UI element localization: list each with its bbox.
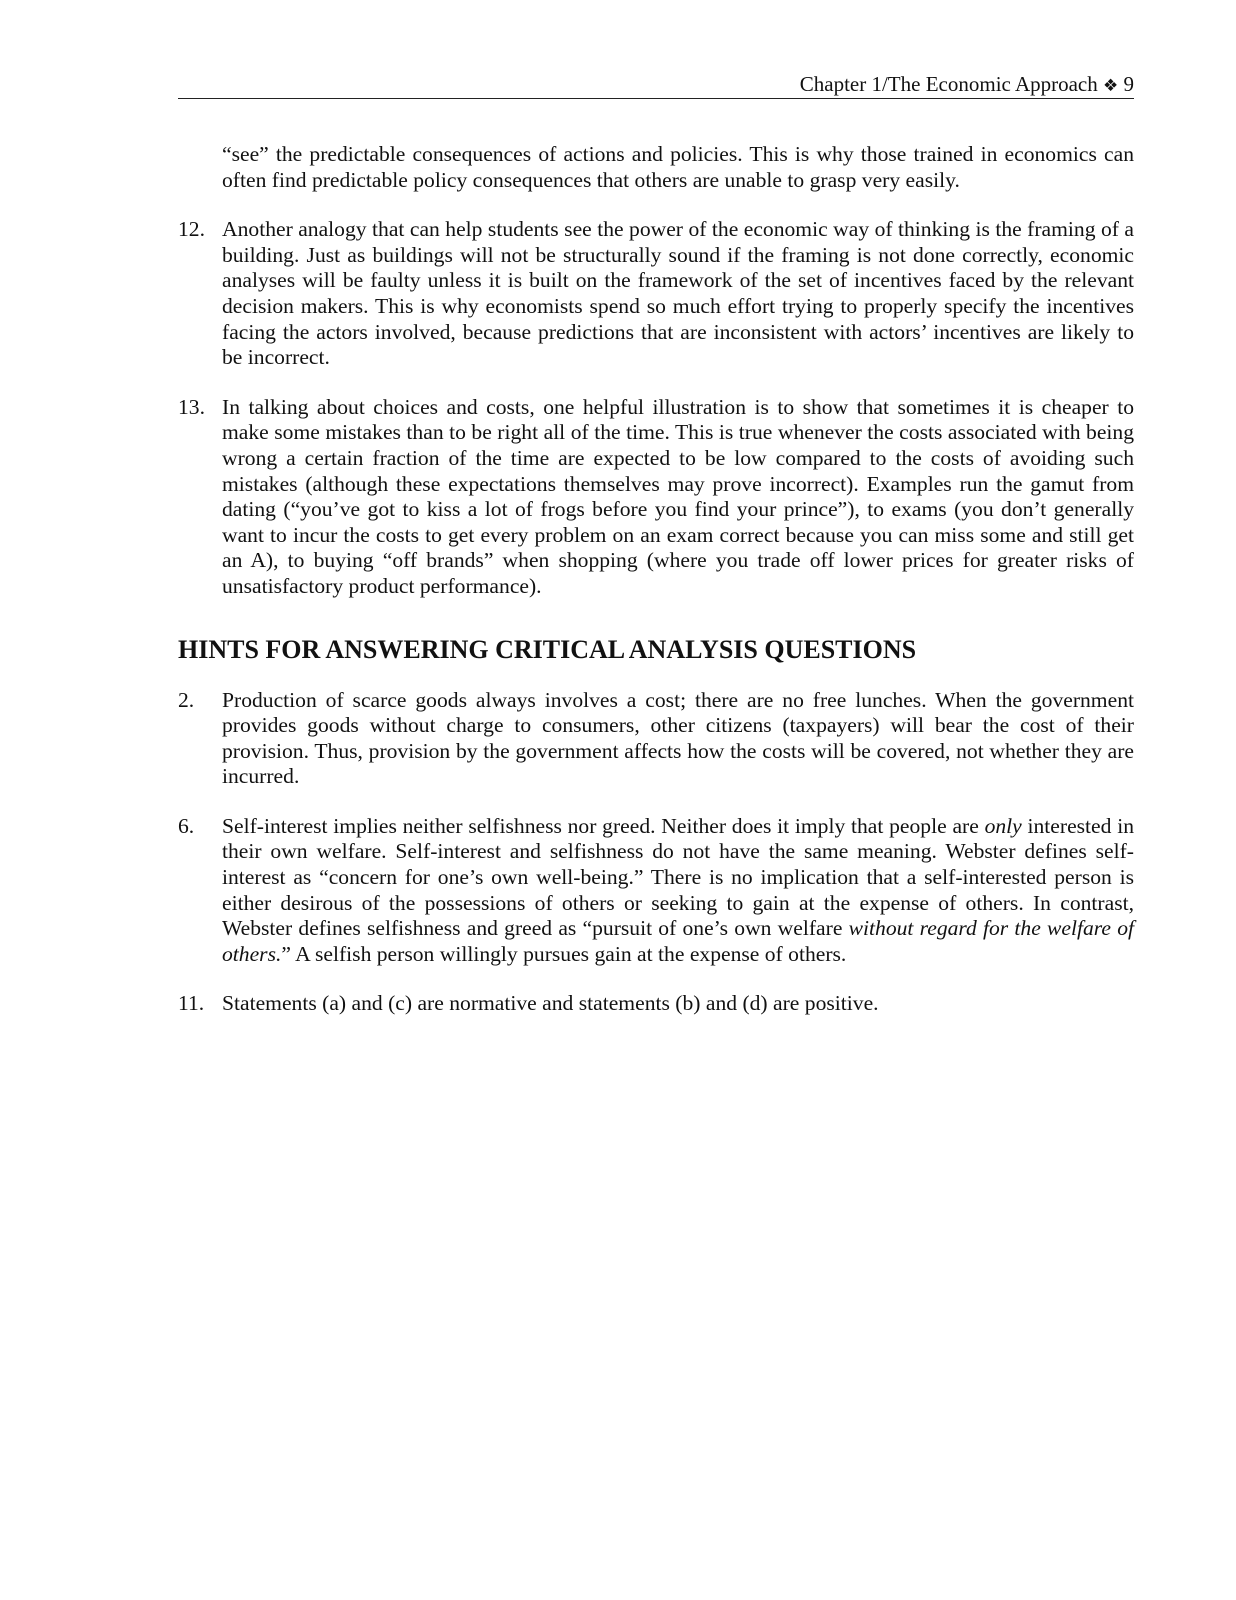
italic-run: only [984, 813, 1022, 838]
item-number: 2. [178, 687, 195, 712]
text-run: ” A selfish person willingly pursues gain at the expense of others. [281, 941, 847, 966]
hint-item-2 [178, 688, 1134, 790]
item-number: 6. [178, 813, 195, 838]
item-text: Production of scarce goods always involves a cost; there are no free lunches. When the government provides goods without charge to consumers, other citizens (taxpayers) will bear the cost of their provision. Thus, provision by the government affects how the costs will be covered, not whether they are incurred. [222, 687, 1134, 789]
item-text: Another analogy that can help students see the power of the economic way of thinking is the framing of a building. Just as buildings will not be structurally sound if the framing is not done correctly, economic analyses will be faulty unless it is built on the framework of the set of incentives faced by the relevant decision makers. This is why economists spend so much effort trying to properly specify the incentives facing the actors involved, because predictions that are inconsistent with actors’ incentives are likely to be incorrect. [222, 217, 1134, 370]
hint-item-11 [178, 991, 1134, 1017]
item-number: 13. [178, 394, 205, 419]
page-number: 9 [1123, 72, 1134, 96]
italic-run: without regard for the welfare of others. [222, 916, 1134, 966]
item-text [222, 814, 1134, 968]
section-heading: HINTS FOR ANSWERING CRITICAL ANALYSIS QUESTIONS [178, 634, 917, 664]
item-number: 12. [178, 217, 205, 242]
running-header [178, 70, 1134, 99]
diamond-ornament-icon: ❖ [1103, 76, 1119, 96]
list-item-13 [178, 395, 1134, 600]
running-head-title: Chapter 1/The Economic Approach [799, 72, 1098, 96]
list-item-12 [178, 217, 1134, 371]
page-body [178, 142, 1134, 1041]
hint-item-6 [178, 814, 1134, 968]
text-run: Self-interest implies neither selfishness nor greed. Neither does it imply that people are [222, 813, 985, 838]
item-text: In talking about choices and costs, one helpful illustration is to show that sometimes it is cheaper to make some mistakes than to be right all of the time. This is true whenever the costs associated with being wrong a certain fraction of the time are expected to be low compared to the costs of avoiding such mistakes (although these expectations themselves may prove incorrect). Examples run the gamut from dating (“you’ve got to kiss a lot of frogs before you find your prince”), to exams (you don’t generally want to incur the costs to get every problem on an exam correct because you can miss some and still get an A), to buying “off brands” when shopping (where you trade off lower prices for greater risks of unsatisfactory product performance). [222, 394, 1134, 598]
text-run: interested in their own welfare. Self-interest and selfishness do not have the same meaning. Webster defines self-interest as “concern for one’s own well-being.” There is no implication that a self-interested person is either desirous of the possessions of others or seeking to gain at the expense of others. In contrast, Webster defines selfishness and greed as “pursuit of one’s own welfare [222, 813, 1134, 941]
item-text: Statements (a) and (c) are normative and statements (b) and (d) are positive. [222, 991, 879, 1016]
continued-paragraph: “see” the predictable consequences of actions and policies. This is why those trained in economics can often find predictable policy consequences that others are unable to grasp very easily. [222, 142, 1134, 192]
item-number: 11. [178, 991, 205, 1016]
